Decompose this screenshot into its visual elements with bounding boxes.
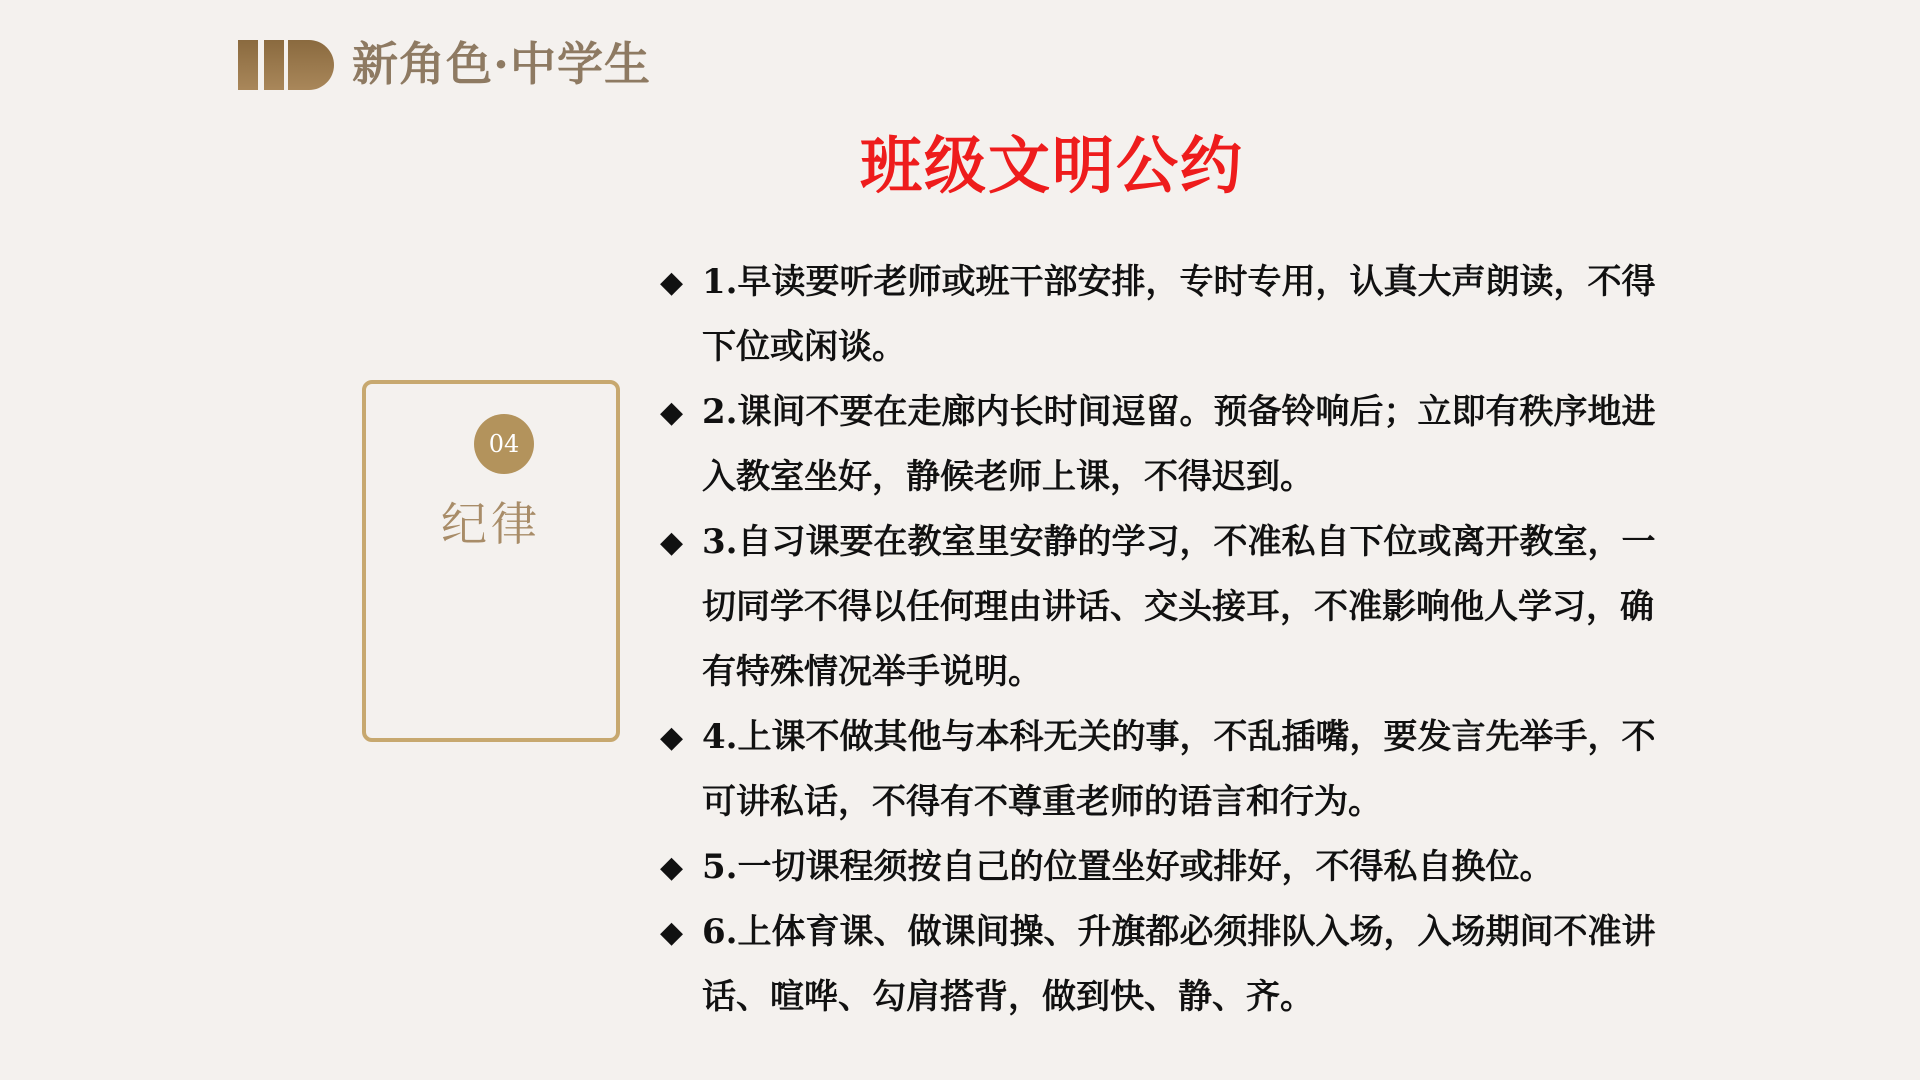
rules-list — [660, 250, 1660, 1030]
rule-item-6 — [660, 900, 1660, 1030]
rule-text: 5.一切课程须按自己的位置坐好或排好，不得私自换位。 — [702, 847, 1554, 887]
section-label: 纪律 — [441, 497, 541, 551]
diamond-bullet-icon: ◆ — [660, 850, 684, 885]
rule-text: 3.自习课要在教室里安静的学习，不准私自下位或离开教室，一切同学不得以任何理由讲话、交头接耳，不准影响他人学习，确有特殊情况举手说明。 — [702, 522, 1656, 692]
diamond-bullet-icon: ◆ — [660, 265, 684, 300]
rule-item-1 — [660, 250, 1660, 380]
diamond-bullet-icon: ◆ — [660, 395, 684, 430]
section-card — [362, 380, 620, 742]
section-number-badge: 04 — [474, 414, 534, 474]
diamond-bullet-icon: ◆ — [660, 720, 684, 755]
bars-logo-icon — [238, 40, 334, 90]
rule-text: 6.上体育课、做课间操、升旗都必须排队入场，入场期间不准讲话、喧哗、勾肩搭背，做到快、静、齐。 — [702, 912, 1656, 1017]
rule-item-3 — [660, 510, 1660, 705]
rule-item-5 — [660, 835, 1660, 900]
rule-text: 4.上课不做其他与本科无关的事，不乱插嘴，要发言先举手，不可讲私话，不得有不尊重老师的语言和行为。 — [702, 717, 1656, 822]
diamond-bullet-icon: ◆ — [660, 525, 684, 560]
rule-item-4 — [660, 705, 1660, 835]
rule-text: 2.课间不要在走廊内长时间逗留。预备铃响后；立即有秩序地进入教室坐好，静候老师上课，不得迟到。 — [702, 392, 1656, 497]
header-title: 新角色·中学生 — [352, 37, 652, 91]
rule-item-2 — [660, 380, 1660, 510]
rule-text: 1.早读要听老师或班干部安排，专时专用，认真大声朗读，不得下位或闲谈。 — [702, 262, 1656, 367]
diamond-bullet-icon: ◆ — [660, 915, 684, 950]
page-title: 班级文明公约 — [860, 129, 1245, 202]
